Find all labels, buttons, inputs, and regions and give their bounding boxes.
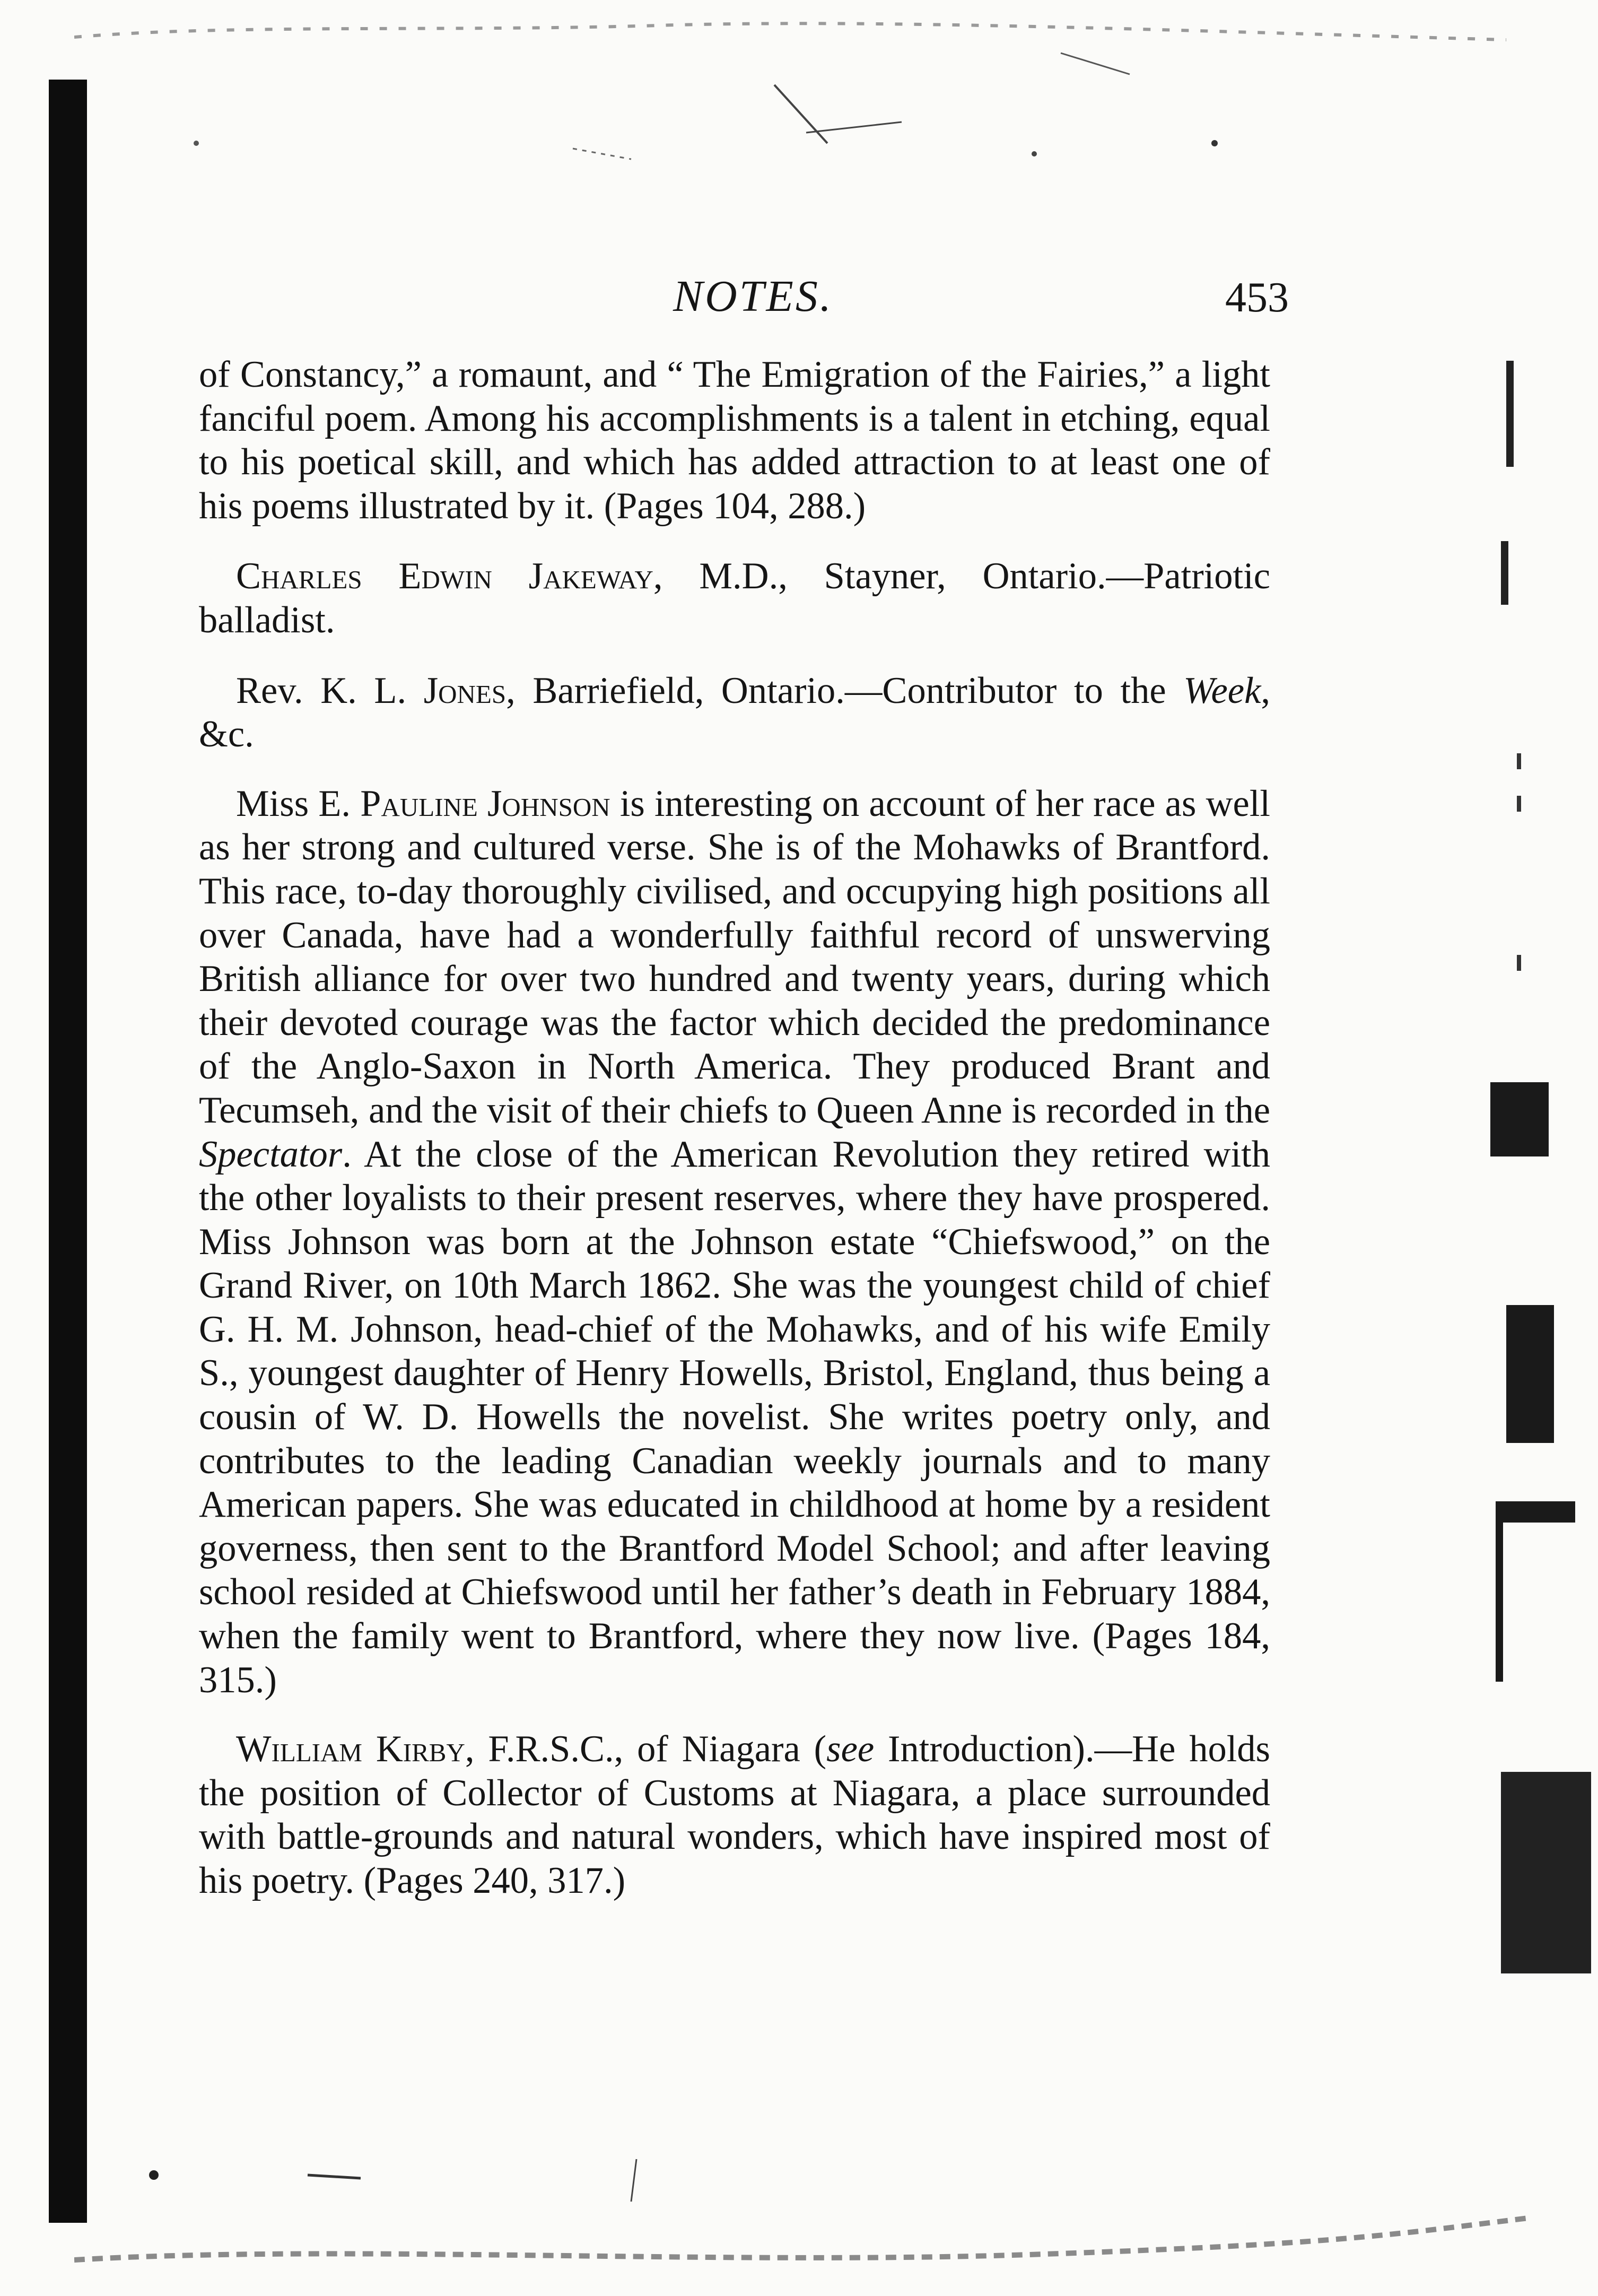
entry-prefix: Miss E. [236,782,361,824]
scan-edge-shadow [49,80,87,2223]
entry-name: Pauline Johnson [360,782,610,824]
continuation-paragraph: of Constancy,” a romaunt, and “ The Emigration of the Fairies,” a light fanciful poem. Among his accomplishments is a talent in etching, equal to his poetical skill, and which has added attraction to at least one of his poems illustrated by it. (Pages 104, 288.) [199,354,1270,527]
entry-jakeway [199,554,1270,642]
entry-text: , M.D., Stayner, Ontario.—Patriotic balladist. [199,555,1270,641]
entry-name: Charles Edwin Jakeway [236,555,653,597]
scan-noise-right [1480,202,1598,2069]
entry-kirby [199,1727,1270,1902]
entry-italic: Spectator [199,1133,343,1175]
entry-text: , Barriefield, Ontario.—Contributor to the [506,669,1184,711]
entry-name: Jones [423,669,507,711]
entry-text-continued: . At the close of the American Revolution they retired with the other loyalists to their present reserves, where they have prospered. Miss Johnson was born at the Johnson estate “Chiefswood,” on the Grand River, on 10th March 1862. She was the youngest child of chief G. H. M. Johnson, head-chief of the Mohawks, and of his wife Emily S., youngest daughter of Henry Howells, Bristol, England, thus being a cousin of W. D. Howells the novelist. She writes poetry only, and contributes to the leading Canadian weekly journals and to many American papers. She was educated in childhood at home by a resident governess, then sent to the Brantford Model School; and after leaving school resided at Chiefswood until her father’s death in February 1884, when the family went to Brantford, where they now live. (Pages 184, 315.) [199,1133,1270,1701]
entry-name: William Kirby [236,1728,465,1770]
running-head: NOTES. [673,272,833,321]
scan-noise-top [74,21,1506,180]
entry-text: , F.R.S.C., of Niagara ( [465,1728,827,1770]
entry-jones [199,669,1270,756]
entry-tail: , &c. [199,669,1270,755]
entry-prefix: Rev. K. L. [236,669,424,711]
entry-tail: Introduction).—He holds the position of Collector of Customs at Niagara, a place surrounded with battle-grounds and natural wonders, which have inspired most of his poetry. (Pages 240, 317.) [199,1728,1270,1901]
scan-noise-bottom [74,2154,1533,2281]
entry-italic: see [826,1728,875,1770]
entry-johnson [199,782,1270,1702]
notes-text-column [199,353,1270,1903]
entry-italic: Week [1183,669,1261,711]
entry-text: is interesting on account of her race as well as her strong and cultured verse. She is of the Mohawks of Brantford. This race, to-day thoroughly civilised, and occupying high positions all over Canada, have had a wonderfully faithful record of unswerving British alliance for over two hundred and twenty years, during which their devoted courage was the factor which decided the predominance of the Anglo-Saxon in North America. They produced Brant and Tecumseh, and the visit of their chiefs to Queen Anne is recorded in the [199,782,1270,1131]
page-number: 453 [1225,274,1289,321]
